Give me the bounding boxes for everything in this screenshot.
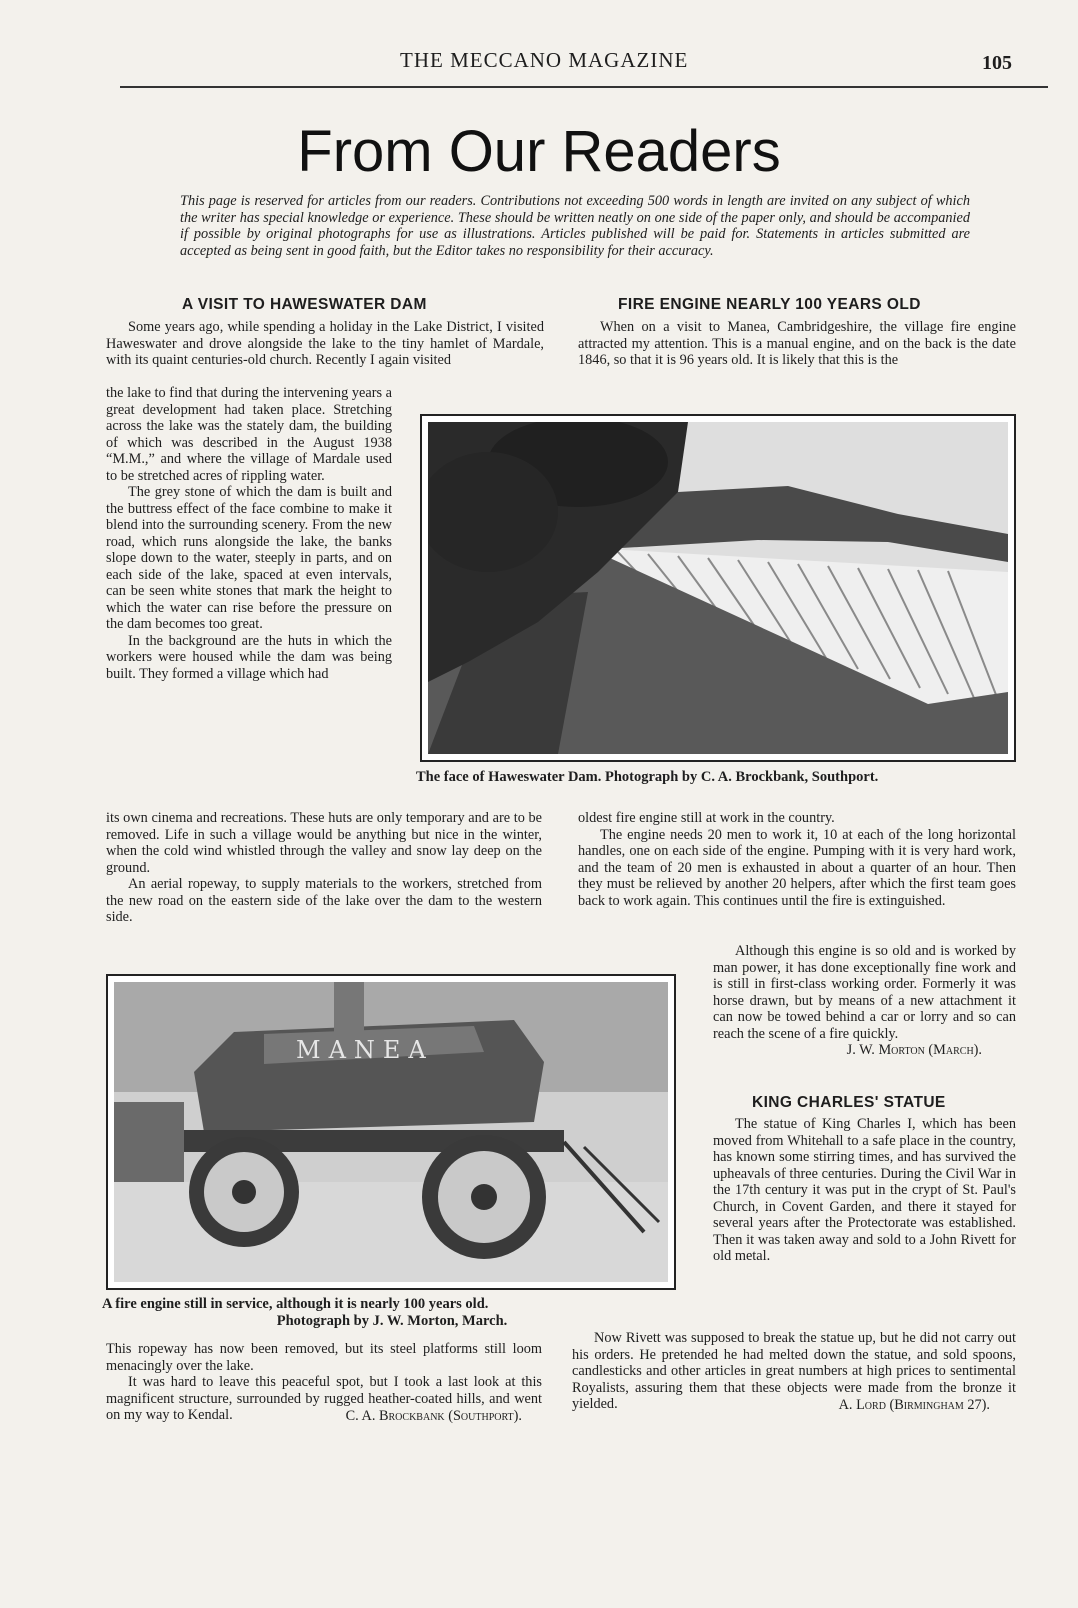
article3-text: Now Rivett was supposed to break the statue up, but he did not carry out his orders. He pretended he had melted down the statue, and sold spoons, candlesticks and other articles in great numbers at high prices to sentimental Royalists, assuring them that these objects were made from the bronze it yielded. — [572, 1330, 1016, 1412]
fire-engine-caption-line1: A fire engine still in service, although it is nearly 100 years old. — [102, 1296, 489, 1312]
header-rule — [120, 86, 1048, 88]
article2-text: The engine needs 20 men to work it, 10 at each of the long horizontal handles, one on each side of the engine. Pumping with it is very hard work, and the team of 20 men is exhausted in about a quarter of an hour. Then they must be relieved by another 20 helpers, after which the first team goes back to work again. This continues until the fire is extinguished. — [578, 826, 1016, 909]
fire-engine-caption-line2: Photograph by J. W. Morton, March. — [276, 1313, 508, 1329]
article1-ending — [106, 1341, 542, 1424]
article1-text: In the background are the huts in which the workers were housed while the dam was being built. They formed a village which had — [106, 632, 392, 682]
article2-text: oldest fire engine still at work in the country. — [578, 810, 835, 826]
article1-narrow-column — [106, 385, 392, 682]
article-heading-fire-engine: FIRE ENGINE NEARLY 100 YEARS OLD — [618, 296, 921, 313]
article3-signature: A. Lord (Birmingham 27). — [838, 1396, 990, 1413]
dam-photo — [420, 414, 1016, 762]
article2-text: Although this engine is so old and is worked by man power, it has done exceptionally fine work and is still in first-class working order. Formerly it was horse drawn, but by means of a new attachment it can now be towed behind a car or lorry and so can reach the scene of a fire quickly. — [713, 943, 1016, 1042]
article2-continued — [578, 810, 1016, 909]
article1-signature: C. A. Brockbank (Southport). — [345, 1407, 522, 1424]
article3-continued — [572, 1330, 1016, 1413]
article1-text: its own cinema and recreations. These huts are only temporary and are to be removed. Life in such a village would be anything but nice in the winter, when the cold wind whistled through the valley and snow lay deep on the ground. — [106, 810, 542, 876]
intro-note: This page is reserved for articles from our readers. Contributions not exceeding 500 words in length are invited on any subject of which the writer has special knowledge or experience. These should be written neatly on one side of the paper only, and should be accompanied if possible by original photographs for use as illustrations. Articles published will be paid for. Statements in articles submitted are accepted as being sent in good faith, but the Editor takes no responsibility for their accuracy. — [180, 193, 970, 259]
article1-text: The grey stone of which the dam is built and the buttress effect of the face combine to make it blend into the surrounding scenery. From the new road, which runs alongside the lake, the banks slope down to the water, steeply in parts, and on each side of the lake, spaced at even intervals, can be seen white stones that mark the height to which the water can rise before the pressure on the dam becomes too great. — [106, 484, 392, 632]
article2-signature: J. W. Morton (March). — [846, 1042, 982, 1058]
article-heading-haweswater: A VISIT TO HAWESWATER DAM — [182, 296, 427, 313]
page-number: 105 — [982, 52, 1012, 74]
dam-photo-image — [428, 422, 1008, 754]
dam-photo-caption: The face of Haweswater Dam. Photograph by C. A. Brockbank, Southport. — [416, 769, 879, 785]
article3-text: The statue of King Charles I, which has been moved from Whitehall to a safe place in the country, has known some stirring times, and has survived the upheavals of three centuries. During the Civil War in the 17th century it was put in the crypt of St. Paul's Church, in Covent Garden, and there it stayed for several years after the Protectorate was established. Then it was taken away and sold to a John Rivett for old metal. — [713, 1116, 1016, 1264]
article1-text: Some years ago, while spending a holiday in the Lake District, I visited Haweswater and drove alongside the lake to the tiny hamlet of Mardale, with its quaint centuries-old church. Recently I again visited — [106, 319, 544, 368]
article1-text: the lake to find that during the intervening years a great development had taken place. Stretching across the lake was the stately dam, the building of which was described in the August 1938 “M.M.,” and where the village of Mardale used to be stretched acres of rippling water. — [106, 385, 392, 484]
article1-text: An aerial ropeway, to supply materials to the workers, stretched from the new road on the eastern side of the lake over the dam to the western side. — [106, 876, 542, 925]
article2-text: When on a visit to Manea, Cambridgeshire, the village fire engine attracted my attention. This is a manual engine, and on the back is the date 1846, so that it is 96 years old. It is likely that this is the — [578, 319, 1016, 368]
page-title: From Our Readers — [297, 119, 781, 184]
article-heading-king-charles: KING CHARLES' STATUE — [752, 1094, 946, 1111]
article2-para1-top — [578, 319, 1016, 369]
running-head: THE MECCANO MAGAZINE — [400, 48, 689, 72]
manea-lettering: MANEA — [296, 1036, 434, 1064]
fire-engine-photo-image — [114, 982, 668, 1282]
article2-narrow-column — [713, 943, 1016, 1059]
fire-engine-photo — [106, 974, 676, 1290]
article1-text: This ropeway has now been removed, but its steel platforms still loom menacingly over the lake. — [106, 1341, 542, 1374]
article1-continued — [106, 810, 542, 926]
article3-narrow-column — [713, 1116, 1016, 1265]
article1-para1-top — [106, 319, 544, 369]
article1-text: It was hard to leave this peaceful spot, but I took a last look at this magnificent structure, surrounded by rugged heather-coated hills, and went on my way to Kendal. — [106, 1374, 542, 1423]
